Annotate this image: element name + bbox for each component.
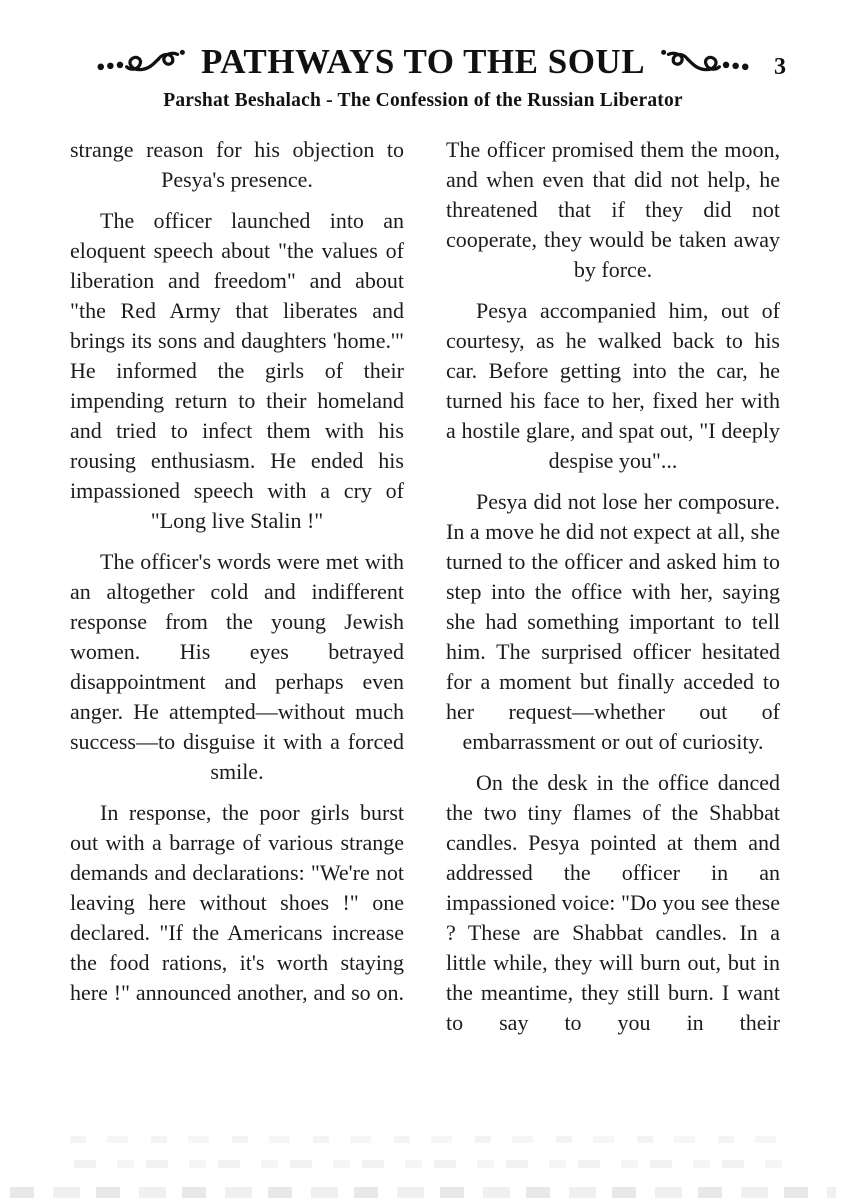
paragraph: In response, the poor girls burst out with a barrage of various strange demands and declarations: "We're not leaving here without shoes !" one declared. "If the Americans increase the food rations, it's worth staying here !" announced another, and so on. xyxy=(70,800,404,1005)
right-column xyxy=(446,135,780,1049)
page-title: PATHWAYS TO THE SOUL xyxy=(200,42,646,81)
paragraph: The officer's words were met with an altogether cold and indifferent response from the young Jewish women. His eyes betrayed disappointment and perhaps even anger. He attempted—without much success—to disguise it with a forced smile. xyxy=(70,549,404,784)
paragraph: The officer launched into an eloquent speech about "the values of liberation and freedom" and about "the Red Army that liberates and brings its sons and daughters 'home.'" He informed the girls of their impending return to their homeland and tried to infect them with his rousing enthusiasm. He ended his impassioned speech with a cry of "Long live Stalin !" xyxy=(70,208,404,533)
paragraph: strange reason for his objection to Pesya's presence. xyxy=(70,137,404,192)
left-column xyxy=(70,135,404,1049)
paragraph: Pesya did not lose her composure. In a move he did not expect at all, she turned to the officer and asked him to step into the office with her, saying she had something important to tell him. The surprised officer hesitated for a moment but finally acceded to her request—whether out of embarrassment or out of curiosity. xyxy=(446,489,780,754)
scan-artifact xyxy=(62,1160,788,1168)
page-number: 3 xyxy=(774,54,786,80)
scan-artifact xyxy=(10,1187,836,1198)
scan-artifact xyxy=(70,1136,782,1143)
page-header xyxy=(0,0,846,112)
title-row xyxy=(0,0,846,82)
flourish-right-icon xyxy=(655,45,751,79)
chapter-subtitle: Parshat Beshalach - The Confession of the Russian Liberator xyxy=(163,90,683,111)
paragraph: Pesya accompanied him, out of courtesy, as he walked back to his car. Before getting into the car, he turned his face to her, fixed her with a hostile glare, and spat out, "I deeply despise you"... xyxy=(446,298,780,473)
paragraph: On the desk in the office danced the two tiny flames of the Shabbat candles. Pesya pointed at them and addressed the officer in an impassioned voice: "Do you see these ? These are Shabbat candles. In a little while, they will burn out, but in the meantime, they still burn. I want to say to you in their xyxy=(446,770,780,1035)
paragraph: The officer promised them the moon, and when even that did not help, he threatened that if they did not cooperate, they would be taken away by force. xyxy=(446,137,780,282)
text-columns xyxy=(0,135,846,1049)
flourish-left-icon xyxy=(95,45,191,79)
